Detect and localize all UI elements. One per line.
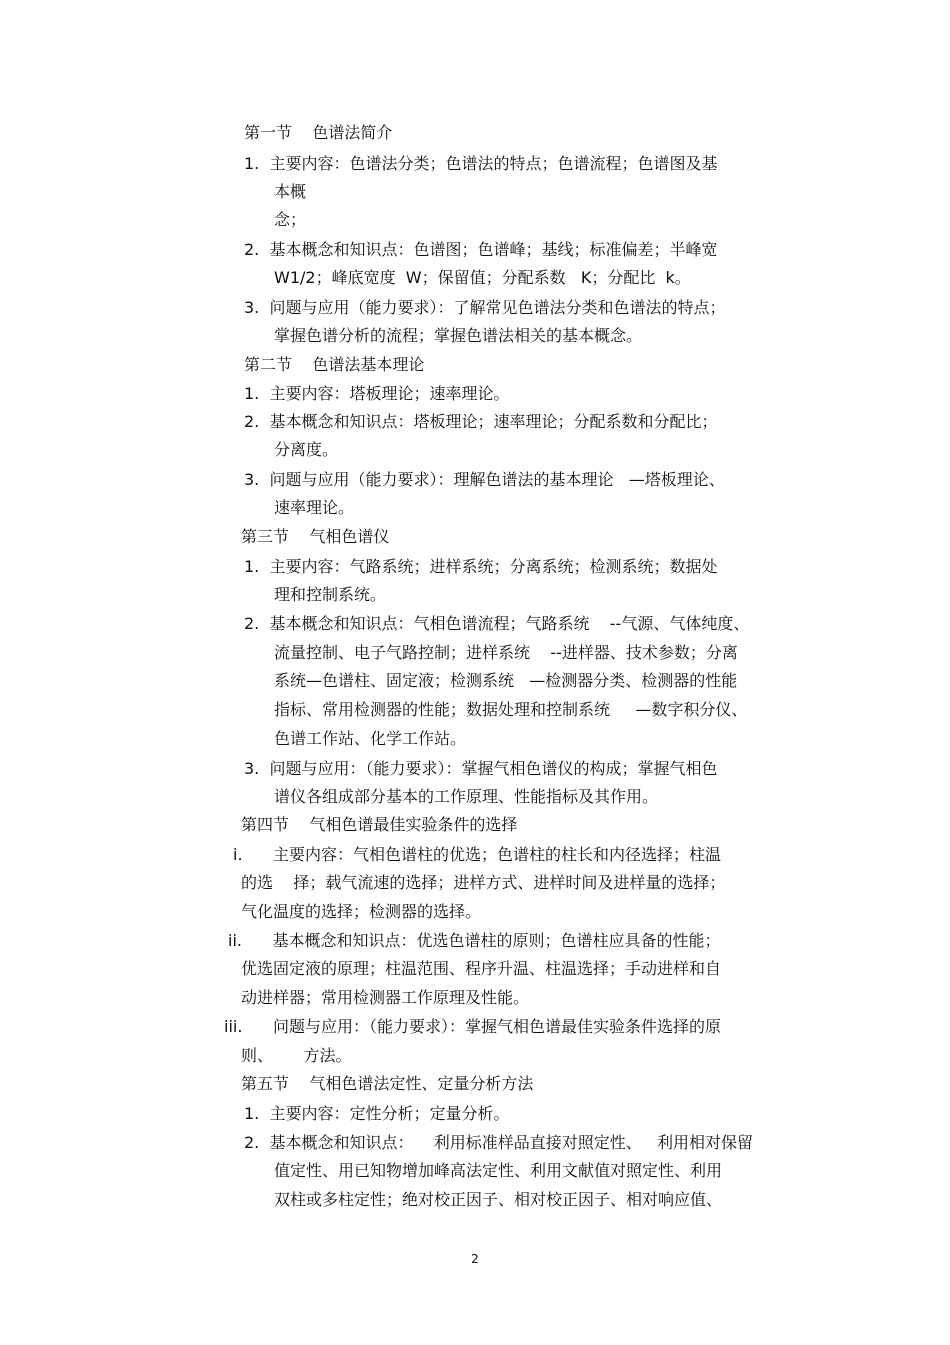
list-item-line: 2. 基本概念和知识点：色谱图；色谱峰；基线；标准偏差；半峰宽: [244, 240, 718, 259]
list-item-line: 3. 问题与应用：（能力要求）：掌握气相色谱仪的构成；掌握气相色: [244, 759, 718, 778]
list-item-line: 色谱工作站、化学工作站。: [274, 729, 467, 748]
list-item-line: 双柱或多柱定性；绝对校正因子、相对校正因子、相对响应值、: [274, 1190, 723, 1209]
list-item-line: 1. 主要内容：气路系统；进样系统；分离系统；检测系统；数据处: [244, 557, 718, 576]
list-item-line: 谱仪各组成部分基本的工作原理、性能指标及其作用。: [274, 787, 659, 806]
list-item-line: 系统—色谱柱、固定液；检测系统 —检测器分类、检测器的性能: [274, 671, 738, 690]
list-item-line: 1. 主要内容：定性分析；定量分析。: [244, 1104, 510, 1123]
list-item-line: 优选固定液的原理；柱温范围、程序升温、柱温选择；手动进样和自: [241, 959, 722, 978]
page-number: 2: [471, 1252, 479, 1266]
list-item-line: 念；: [274, 210, 307, 229]
list-item-line: iii. 问题与应用：（能力要求）：掌握气相色谱最佳实验条件选择的原: [224, 1017, 721, 1036]
list-item-line: 1. 主要内容：塔板理论；速率理论。: [244, 384, 510, 403]
list-item-line: 2. 基本概念和知识点：气相色谱流程；气路系统 --气源、气体纯度、: [244, 614, 750, 633]
list-item-line: 则、 方法。: [241, 1046, 352, 1065]
list-item-line: 3. 问题与应用（能力要求）：了解常见色谱法分类和色谱法的特点；: [244, 298, 726, 317]
list-item-line: 掌握色谱分析的流程；掌握色谱法相关的基本概念。: [274, 326, 643, 345]
list-item-line: 速率理论。: [274, 498, 355, 517]
section-5-title: 第五节 气相色谱法定性、定量分析方法: [241, 1074, 534, 1093]
list-item-line: 分离度。: [274, 440, 339, 459]
list-item-line: W1/2；峰底宽度 W；保留值；分配系数 K；分配比 k。: [274, 268, 691, 287]
list-item-line: 的选 择；载气流速的选择；进样方式、进样时间及进样量的选择；: [241, 873, 726, 892]
list-item-line: 流量控制、电子气路控制；进样系统 --进样器、技术参数；分离: [274, 643, 738, 662]
list-item-line: 动进样器；常用检测器工作原理及性能。: [241, 988, 530, 1007]
list-item-line: 理和控制系统。: [274, 585, 387, 604]
list-item-line: 本概: [274, 182, 307, 201]
list-item-line: 2. 基本概念和知识点：塔板理论；速率理论；分配系数和分配比；: [244, 412, 718, 431]
section-2-title: 第二节 色谱法基本理论: [244, 355, 425, 374]
section-4-title: 第四节 气相色谱最佳实验条件的选择: [241, 815, 518, 834]
list-item-line: 2. 基本概念和知识点： 利用标准样品直接对照定性、 利用相对保留: [244, 1133, 754, 1152]
list-item-line: ii. 基本概念和知识点：优选色谱柱的原则；色谱柱应具备的性能；: [228, 931, 721, 950]
list-item-line: i. 主要内容：气相色谱柱的优选；色谱柱的柱长和内径选择；柱温: [233, 845, 722, 864]
list-item-line: 值定性、用已知物增加峰高法定性、利用文献值对照定性、利用: [274, 1161, 723, 1180]
list-item-line: 指标、常用检测器的性能；数据处理和控制系统 —数字积分仪、: [274, 700, 748, 719]
list-item-line: 气化温度的选择；检测器的选择。: [241, 902, 482, 921]
section-1-title: 第一节 色谱法简介: [244, 123, 393, 142]
list-item-line: 1. 主要内容：色谱法分类；色谱法的特点；色谱流程；色谱图及基: [244, 154, 718, 173]
section-3-title: 第三节 气相色谱仪: [241, 527, 390, 546]
list-item-line: 3. 问题与应用（能力要求）：理解色谱法的基本理论 —塔板理论、: [244, 470, 725, 489]
